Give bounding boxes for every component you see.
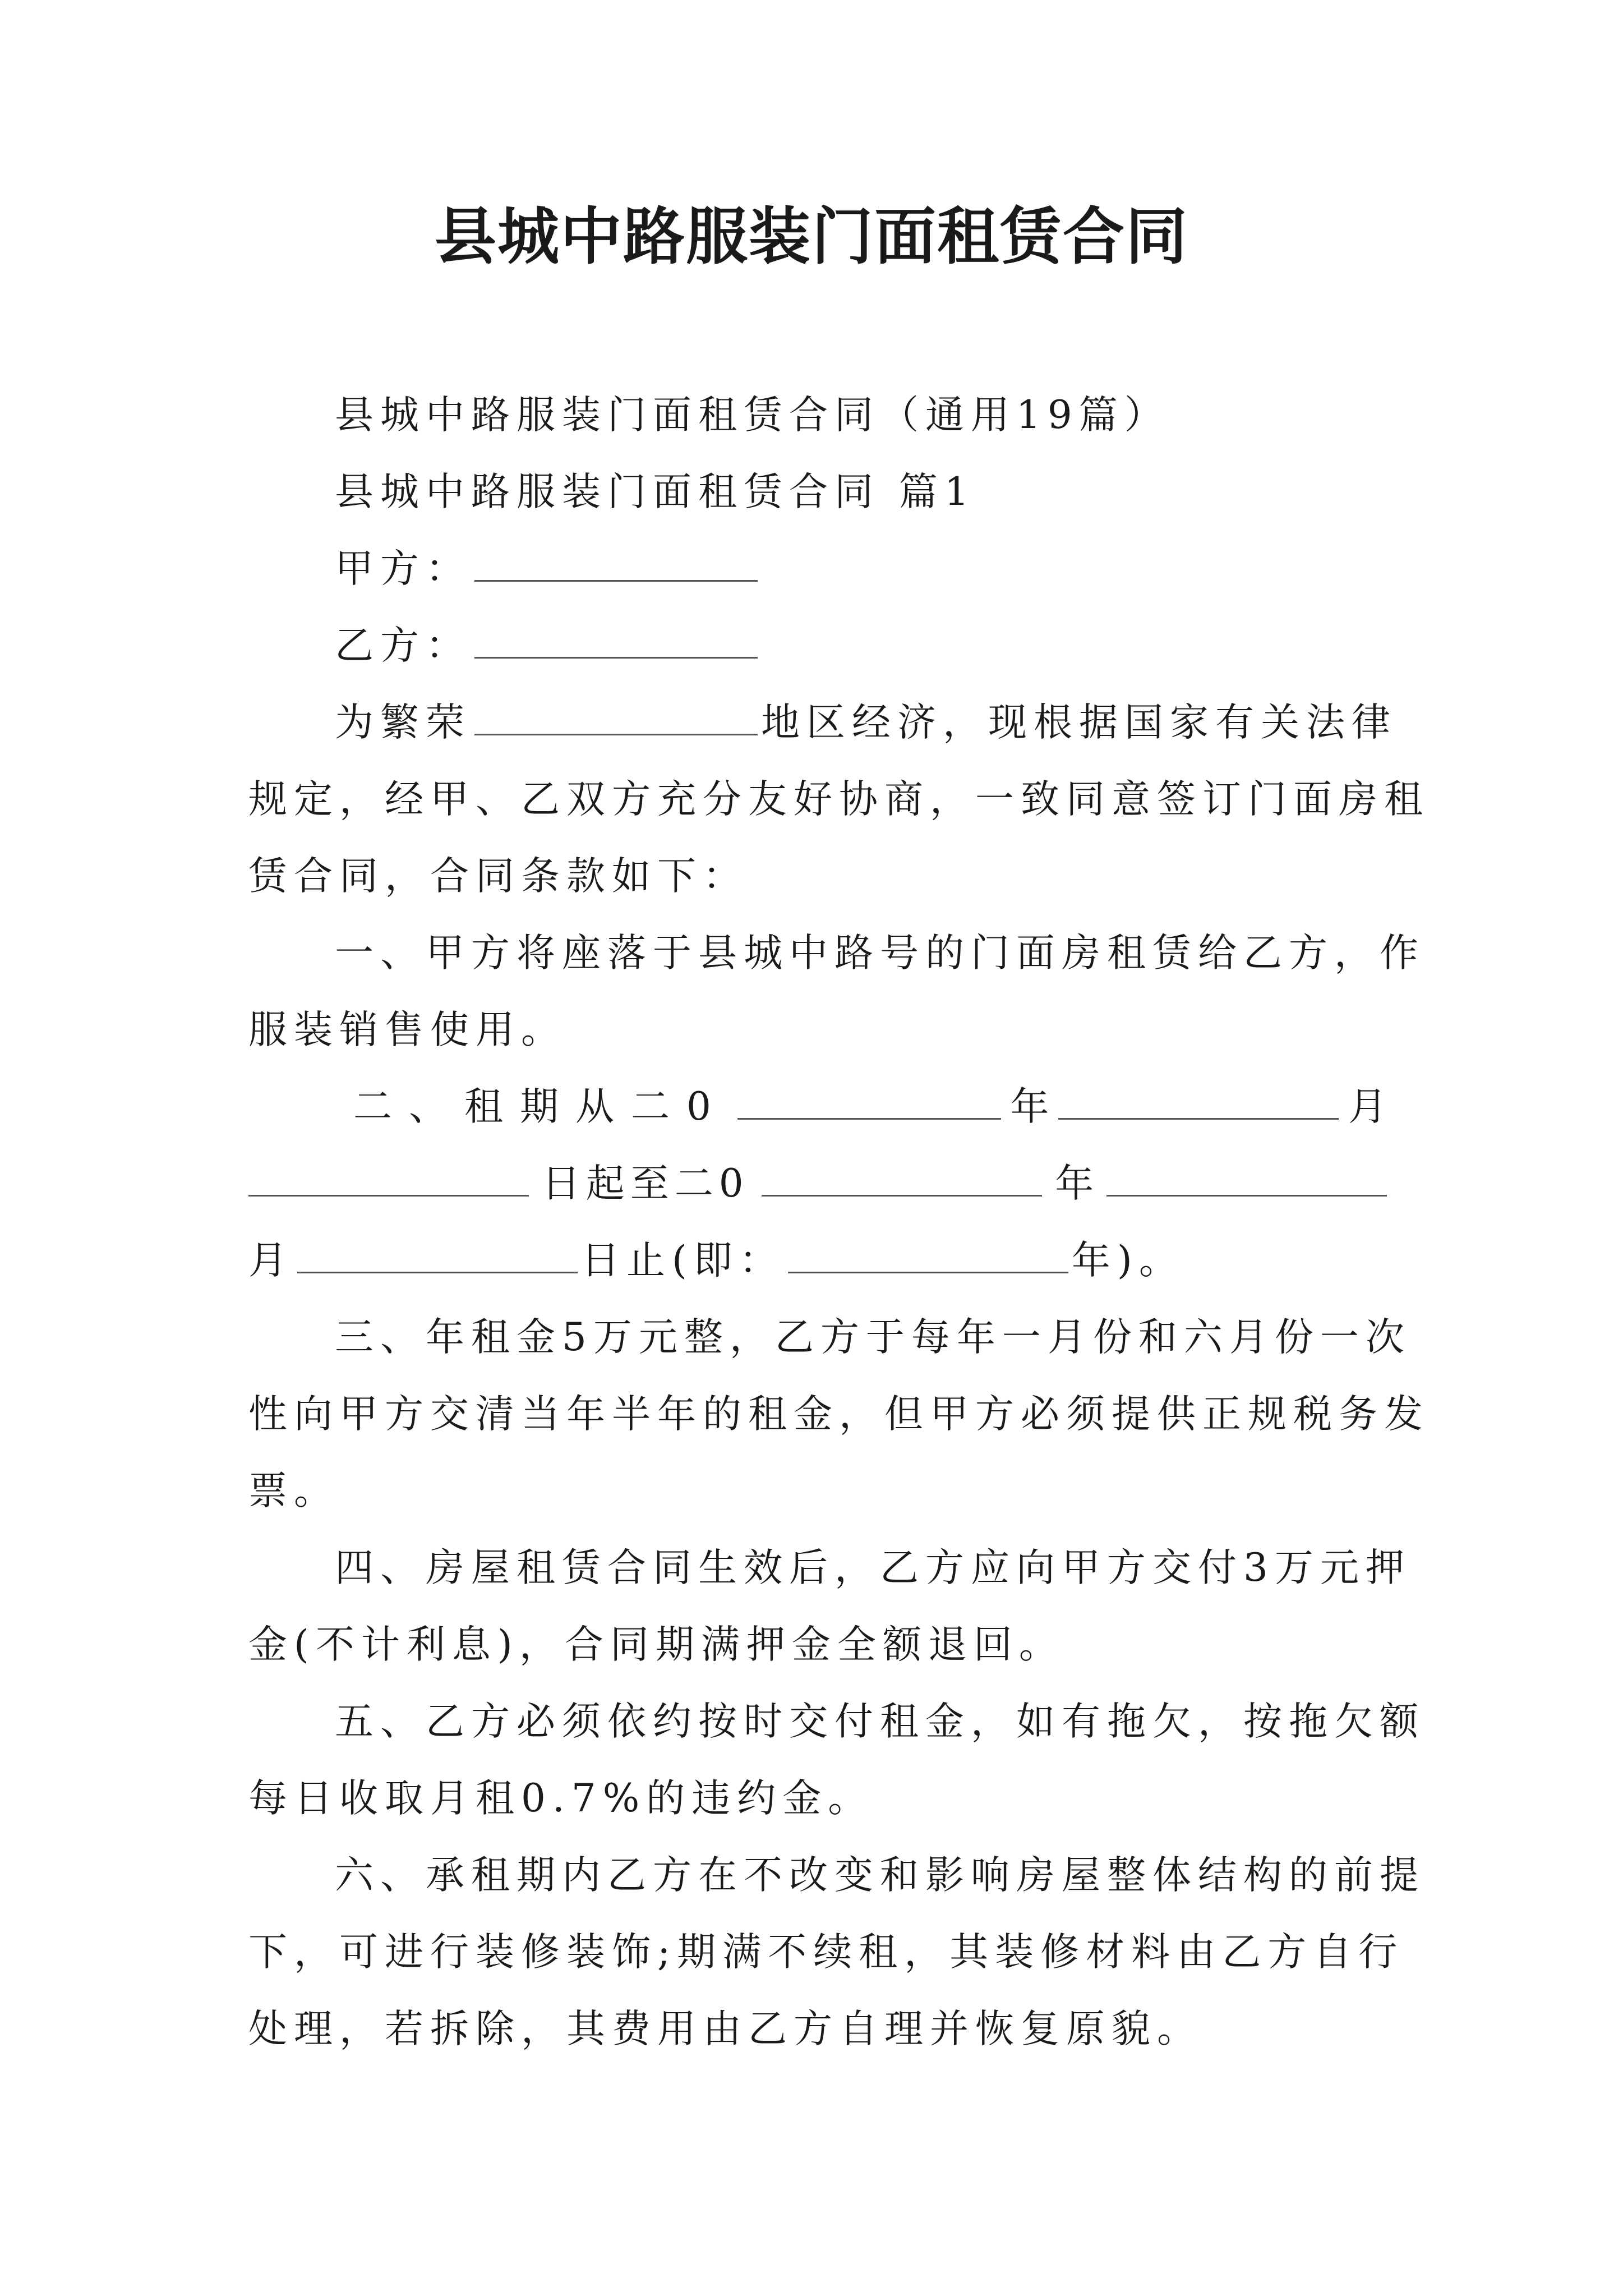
clause-1-line-2: 服装销售使用。 — [248, 1007, 566, 1052]
clause-2-text-d: 日起至二0 — [541, 1161, 749, 1206]
clause-3-line-2: 性向甲方交清当年半年的租金，但甲方必须提供正规税务发 — [248, 1392, 1430, 1437]
clause-4-line-1: 四、房屋租赁合同生效后，乙方应向甲方交付3万元押 — [335, 1545, 1411, 1590]
month-blank-2 — [1106, 1162, 1387, 1197]
clause-2-line-2 — [248, 1157, 1387, 1211]
year-blank-1 — [737, 1085, 1001, 1120]
party-b-line — [335, 619, 1387, 673]
intro-line-1 — [335, 696, 1397, 749]
party-a-blank — [474, 547, 758, 582]
region-blank — [474, 701, 758, 735]
clause-2-text-b: 年 — [1010, 1084, 1049, 1129]
clause-5-line-2: 每日收取月租0.7%的违约金。 — [248, 1776, 874, 1821]
month-blank-1 — [1058, 1085, 1339, 1120]
intro-line-2: 规定，经甲、乙双方充分友好协商，一致同意签订门面房租 — [248, 777, 1430, 822]
year-blank-2 — [762, 1162, 1042, 1197]
clause-2-text-g: 日止(即： — [581, 1238, 785, 1283]
clause-2-text-a: 二、租期从二0 — [353, 1084, 728, 1129]
clause-4-line-2: 金(不计利息)，合同期满押金全额退回。 — [248, 1622, 1064, 1667]
clause-2-text-f: 月 — [248, 1238, 294, 1283]
clause-2-line-3 — [248, 1234, 1387, 1287]
term-years-blank — [788, 1239, 1068, 1273]
clause-1-line-1: 一、甲方将座落于县城中路号的门面房租赁给乙方，作 — [335, 931, 1425, 976]
clause-2-text-c: 月 — [1348, 1084, 1387, 1129]
clause-2-text-e: 年 — [1055, 1161, 1094, 1206]
document-subtitle: 县城中路服装门面租赁合同（通用19篇） — [335, 393, 1170, 438]
clause-6-line-2: 下，可进行装修装饰;期满不续租，其装修材料由乙方自行 — [248, 1930, 1404, 1975]
clause-6-line-1: 六、承租期内乙方在不改变和影响房屋整体结构的前提 — [335, 1853, 1425, 1898]
clause-2-line-1 — [353, 1080, 1387, 1134]
party-b-label: 乙方： — [335, 623, 471, 668]
clause-3-line-3: 票。 — [248, 1469, 339, 1513]
section-heading: 县城中路服装门面租赁合同 篇1 — [335, 470, 976, 514]
party-a-label: 甲方： — [335, 546, 471, 591]
clause-3-line-1: 三、年租金5万元整，乙方于每年一月份和六月份一次 — [335, 1315, 1411, 1360]
intro-line-3: 赁合同，合同条款如下： — [248, 854, 748, 899]
intro-text-before: 为繁荣 — [335, 700, 471, 745]
clause-5-line-1: 五、乙方必须依约按时交付租金，如有拖欠，按拖欠额 — [335, 1699, 1425, 1744]
day-blank-2 — [297, 1239, 578, 1273]
party-b-blank — [474, 624, 758, 659]
intro-text-after: 地区经济，现根据国家有关法律 — [761, 700, 1397, 745]
clause-2-text-h: 年)。 — [1071, 1238, 1184, 1283]
party-a-line — [335, 542, 1387, 596]
clause-6-line-3: 处理，若拆除，其费用由乙方自理并恢复原貌。 — [248, 2007, 1202, 2051]
document-title: 县城中路服装门面租赁合同 — [435, 200, 1188, 273]
day-blank-1 — [248, 1162, 529, 1197]
